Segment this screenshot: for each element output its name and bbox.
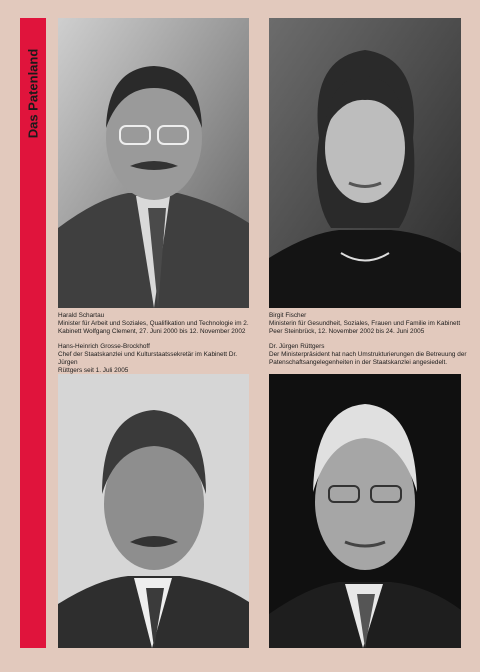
caption-text: Kabinett Wolfgang Clement, 27. Juni 2000 bis 12. November 2002 (58, 328, 246, 336)
caption-name: Hans-Heinrich Grosse-Brockhoff (58, 342, 150, 350)
photo-hans-heinrich-grosse-brockhoff (58, 374, 249, 648)
caption-text: Der Ministerpräsident hat nach Umstrukturierungen die Betreuung der (269, 350, 467, 358)
photo-birgit-fischer (269, 18, 461, 308)
photo-juergen-ruettgers (269, 374, 461, 648)
caption-name: Harald Schartau (58, 312, 105, 319)
caption-text: Rüttgers seit 1. Juli 2005 (58, 367, 129, 375)
section-title: Das Patenland (25, 48, 41, 138)
caption-right (269, 312, 469, 367)
photo-harald-schartau (58, 18, 249, 308)
caption-text: Chef der Staatskanzlei und Kulturstaatssekretär im Kabinett Dr. Jürgen (58, 350, 238, 367)
caption-text: Minister für Arbeit und Soziales, Qualifikation und Technologie im 2. (58, 320, 249, 328)
section-title-container (20, 18, 46, 168)
portrait-image (58, 18, 249, 308)
caption-text: Ministerin für Gesundheit, Soziales, Frauen und Familie im Kabinett (269, 320, 461, 328)
caption-name: Dr. Jürgen Rüttgers (269, 342, 325, 350)
caption-left (58, 312, 258, 375)
caption-name: Birgit Fischer (269, 312, 307, 319)
caption-text: Patenschaftsangelegenheiten in der Staatskanzlei angesiedelt. (269, 359, 447, 367)
caption-text: Peer Steinbrück, 12. November 2002 bis 24. Juni 2005 (269, 328, 425, 336)
portrait-image (58, 374, 249, 648)
portrait-image (269, 374, 461, 648)
portrait-image (269, 18, 461, 308)
